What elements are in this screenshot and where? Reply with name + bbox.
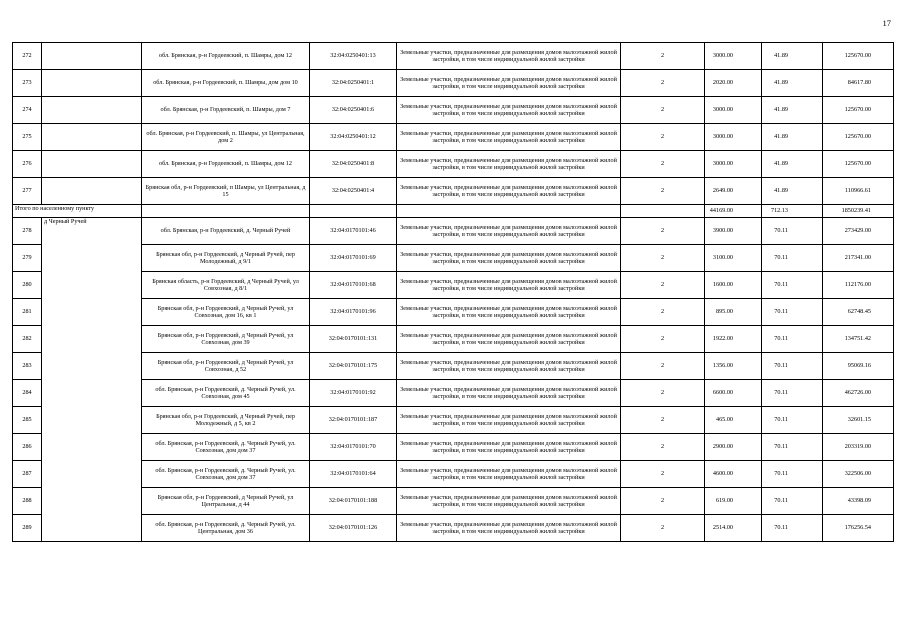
cadastral-number: 32:04:0250401:13 [310,43,397,70]
value-cell: 322506.00 [823,461,894,488]
area-cell: 2020.00 [705,70,762,97]
total-empty-address [142,205,310,218]
cadastral-number: 32:04:0170101:131 [310,326,397,353]
rate-cell: 41.89 [762,43,823,70]
address-cell: обл. Брянская, р-н Гордеевский, п. Шамры, дом 12 [142,151,310,178]
address-cell: обл. Брянская, р-н Гордеевский, д. Черный Ручей, ул. Центральная, дом 36 [142,515,310,542]
row-number: 284 [13,380,42,407]
total-empty-cadastral [310,205,397,218]
count-cell: 2 [621,407,705,434]
address-cell: Брянская обл, р-н Гордеевский, д Черный Ручей, ул Совхозная, дом 39 [142,326,310,353]
area-cell: 6600.00 [705,380,762,407]
table-row [13,380,894,407]
count-cell: 2 [621,124,705,151]
purpose-cell: Земельные участки, предназначенные для размещения домов малоэтажной жилой застройки, в том числе индивидуальной жилой застройки [397,326,621,353]
table-row [13,70,894,97]
value-cell: 62748.45 [823,299,894,326]
count-cell: 2 [621,299,705,326]
value-cell: 176256.54 [823,515,894,542]
count-cell: 2 [621,326,705,353]
table-row [13,151,894,178]
rate-cell: 70.11 [762,488,823,515]
rate-cell: 41.89 [762,178,823,205]
cadastral-number: 32:04:0250401:12 [310,124,397,151]
count-cell: 2 [621,97,705,124]
purpose-cell: Земельные участки, предназначенные для размещения домов малоэтажной жилой застройки, в том числе индивидуальной жилой застройки [397,434,621,461]
rate-cell: 70.11 [762,218,823,245]
address-cell: Брянская область, р-н Гордеевский, д Черный Ручей, ул Совхозная, д 8/1 [142,272,310,299]
locality-cell [42,97,142,124]
address-cell: обл. Брянская, р-н Гордеевский, п. Шамры, дом 7 [142,97,310,124]
cadastral-number: 32:04:0170101:46 [310,218,397,245]
purpose-cell: Земельные участки, предназначенные для размещения домов малоэтажной жилой застройки, в том числе индивидуальной жилой застройки [397,272,621,299]
purpose-cell: Земельные участки, предназначенные для размещения домов малоэтажной жилой застройки, в том числе индивидуальной жилой застройки [397,488,621,515]
value-cell: 110966.61 [823,178,894,205]
registry-body [13,43,894,542]
count-cell: 2 [621,353,705,380]
table-row [13,326,894,353]
purpose-cell: Земельные участки, предназначенные для размещения домов малоэтажной жилой застройки, в том числе индивидуальной жилой застройки [397,299,621,326]
purpose-cell: Земельные участки, предназначенные для размещения домов малоэтажной жилой застройки, в том числе индивидуальной жилой застройки [397,353,621,380]
purpose-cell: Земельные участки, предназначенные для размещения домов малоэтажной жилой застройки, в том числе индивидуальной жилой застройки [397,407,621,434]
value-cell: 32601.15 [823,407,894,434]
cadastral-number: 32:04:0170101:69 [310,245,397,272]
value-cell: 273429.00 [823,218,894,245]
total-empty-purpose [397,205,621,218]
purpose-cell: Земельные участки, предназначенные для размещения домов малоэтажной жилой застройки, в том числе индивидуальной жилой застройки [397,245,621,272]
row-number: 281 [13,299,42,326]
value-cell: 43398.09 [823,488,894,515]
address-cell: Брянская обл, р-н Гордеевский, д Черный Ручей, пер Молодежный, д 5, кв 2 [142,407,310,434]
total-area: 44169.00 [705,205,762,218]
count-cell: 2 [621,515,705,542]
rate-cell: 41.89 [762,124,823,151]
cadastral-number: 32:04:0250401:6 [310,97,397,124]
count-cell: 2 [621,70,705,97]
row-number: 288 [13,488,42,515]
area-cell: 1922.00 [705,326,762,353]
row-number: 272 [13,43,42,70]
value-cell: 125670.00 [823,97,894,124]
purpose-cell: Земельные участки, предназначенные для размещения домов малоэтажной жилой застройки, в том числе индивидуальной жилой застройки [397,43,621,70]
cadastral-number: 32:04:0250401:8 [310,151,397,178]
area-cell: 3000.00 [705,151,762,178]
area-cell: 2649.00 [705,178,762,205]
purpose-cell: Земельные участки, предназначенные для размещения домов малоэтажной жилой застройки, в том числе индивидуальной жилой застройки [397,178,621,205]
row-number: 278 [13,218,42,245]
table-row [13,245,894,272]
cadastral-number: 32:04:0170101:68 [310,272,397,299]
rate-cell: 70.11 [762,299,823,326]
area-cell: 3100.00 [705,245,762,272]
locality-cell [42,43,142,70]
page-number: 17 [882,18,891,28]
purpose-cell: Земельные участки, предназначенные для размещения домов малоэтажной жилой застройки, в том числе индивидуальной жилой застройки [397,218,621,245]
rate-cell: 70.11 [762,326,823,353]
purpose-cell: Земельные участки, предназначенные для размещения домов малоэтажной жилой застройки, в том числе индивидуальной жилой застройки [397,461,621,488]
count-cell: 2 [621,218,705,245]
value-cell: 95069.16 [823,353,894,380]
value-cell: 125670.00 [823,43,894,70]
cadastral-number: 32:04:0170101:188 [310,488,397,515]
table-row [13,43,894,70]
rate-cell: 70.11 [762,272,823,299]
table-row [13,461,894,488]
rate-cell: 70.11 [762,353,823,380]
table-row [13,407,894,434]
value-cell: 112176.00 [823,272,894,299]
row-number: 286 [13,434,42,461]
table-row [13,218,894,245]
address-cell: обл. Брянская, р-н Гордеевский, п. Шамры, дом 12 [142,43,310,70]
locality-cell [42,70,142,97]
value-cell: 217341.00 [823,245,894,272]
address-cell: обл. Брянская, р-н Гордеевский, п. Шамры, ул Центральная, дом 2 [142,124,310,151]
cadastral-number: 32:04:0170101:64 [310,461,397,488]
locality-name: д Черный Ручей [42,218,142,542]
area-cell: 895.00 [705,299,762,326]
purpose-cell: Земельные участки, предназначенные для размещения домов малоэтажной жилой застройки, в том числе индивидуальной жилой застройки [397,70,621,97]
cadastral-number: 32:04:0250401:1 [310,70,397,97]
rate-cell: 70.11 [762,515,823,542]
count-cell: 2 [621,43,705,70]
rate-cell: 41.89 [762,97,823,124]
address-cell: обл. Брянская, р-н Гордеевский, д. Черный Ручей, ул. Совхозная, дом дом 37 [142,434,310,461]
table-row [13,124,894,151]
purpose-cell: Земельные участки, предназначенные для размещения домов малоэтажной жилой застройки, в том числе индивидуальной жилой застройки [397,380,621,407]
count-cell: 2 [621,272,705,299]
row-number: 289 [13,515,42,542]
count-cell: 2 [621,488,705,515]
row-number: 285 [13,407,42,434]
row-number: 274 [13,97,42,124]
total-empty-count [621,205,705,218]
table-row [13,97,894,124]
area-cell: 465.00 [705,407,762,434]
cadastral-number: 32:04:0170101:187 [310,407,397,434]
table-row [13,299,894,326]
rate-cell: 70.11 [762,434,823,461]
area-cell: 1600.00 [705,272,762,299]
address-cell: Брянская обл, р-н Гордеевский, д Черный Ручей, ул Совхозная, д 52 [142,353,310,380]
count-cell: 2 [621,434,705,461]
cadastral-number: 32:04:0250401:4 [310,178,397,205]
area-cell: 2514.00 [705,515,762,542]
locality-cell [42,151,142,178]
rate-cell: 41.89 [762,151,823,178]
area-cell: 619.00 [705,488,762,515]
total-value: 1850239.41 [823,205,894,218]
area-cell: 2900.00 [705,434,762,461]
address-cell: Брянская обл, р-н Гордеевский, п Шамры, ул Центральная, д 15 [142,178,310,205]
row-number: 277 [13,178,42,205]
table-row [13,488,894,515]
purpose-cell: Земельные участки, предназначенные для размещения домов малоэтажной жилой застройки, в том числе индивидуальной жилой застройки [397,124,621,151]
count-cell: 2 [621,151,705,178]
row-number: 287 [13,461,42,488]
row-number: 282 [13,326,42,353]
cadastral-number: 32:04:0170101:96 [310,299,397,326]
row-number: 276 [13,151,42,178]
row-number: 273 [13,70,42,97]
rate-cell: 41.89 [762,70,823,97]
cadastral-number: 32:04:0170101:175 [310,353,397,380]
area-cell: 3900.00 [705,218,762,245]
address-cell: Брянская обл, р-н Гордеевский, д Черный Ручей, ул Совхозная, дом 16, кв 1 [142,299,310,326]
value-cell: 84617.80 [823,70,894,97]
table-row [13,515,894,542]
locality-cell [42,178,142,205]
cadastral-number: 32:04:0170101:92 [310,380,397,407]
count-cell: 2 [621,380,705,407]
address-cell: обл. Брянская, р-н Гордеевский, д. Черный Ручей, ул. Совхозная, дом дом 37 [142,461,310,488]
row-number: 275 [13,124,42,151]
value-cell: 125670.00 [823,151,894,178]
table-row [13,272,894,299]
locality-cell [42,124,142,151]
cadastral-number: 32:04:0170101:70 [310,434,397,461]
row-number: 283 [13,353,42,380]
address-cell: Брянская обл, р-н Гордеевский, д Черный Ручей, ул Центральная, д 44 [142,488,310,515]
cadastral-number: 32:04:0170101:126 [310,515,397,542]
area-cell: 3000.00 [705,43,762,70]
address-cell: Брянская обл, р-н Гордеевский, д Черный Ручей, пер Молодежный, д 9/1 [142,245,310,272]
count-cell: 2 [621,245,705,272]
value-cell: 134751.42 [823,326,894,353]
rate-cell: 70.11 [762,245,823,272]
address-cell: обл. Брянская, р-н Гордеевский, п. Шамры, дом дом 10 [142,70,310,97]
purpose-cell: Земельные участки, предназначенные для размещения домов малоэтажной жилой застройки, в том числе индивидуальной жилой застройки [397,515,621,542]
total-label: Итого по населенному пункту [13,205,142,218]
rate-cell: 70.11 [762,461,823,488]
table-row [13,434,894,461]
address-cell: обл. Брянская, р-н Гордеевский, д. Черный Ручей [142,218,310,245]
row-number: 280 [13,272,42,299]
purpose-cell: Земельные участки, предназначенные для размещения домов малоэтажной жилой застройки, в том числе индивидуальной жилой застройки [397,97,621,124]
table-row [13,178,894,205]
table-row [13,353,894,380]
total-row [13,205,894,218]
total-rate: 712.13 [762,205,823,218]
purpose-cell: Земельные участки, предназначенные для размещения домов малоэтажной жилой застройки, в том числе индивидуальной жилой застройки [397,151,621,178]
rate-cell: 70.11 [762,407,823,434]
count-cell: 2 [621,178,705,205]
area-cell: 3000.00 [705,124,762,151]
address-cell: обл. Брянская, р-н Гордеевский, д. Черный Ручей, ул. Совхозная, дом 45 [142,380,310,407]
rate-cell: 70.11 [762,380,823,407]
count-cell: 2 [621,461,705,488]
area-cell: 1356.00 [705,353,762,380]
row-number: 279 [13,245,42,272]
area-cell: 3000.00 [705,97,762,124]
value-cell: 125670.00 [823,124,894,151]
value-cell: 462726.00 [823,380,894,407]
value-cell: 203319.00 [823,434,894,461]
area-cell: 4600.00 [705,461,762,488]
land-registry-table [12,42,894,542]
